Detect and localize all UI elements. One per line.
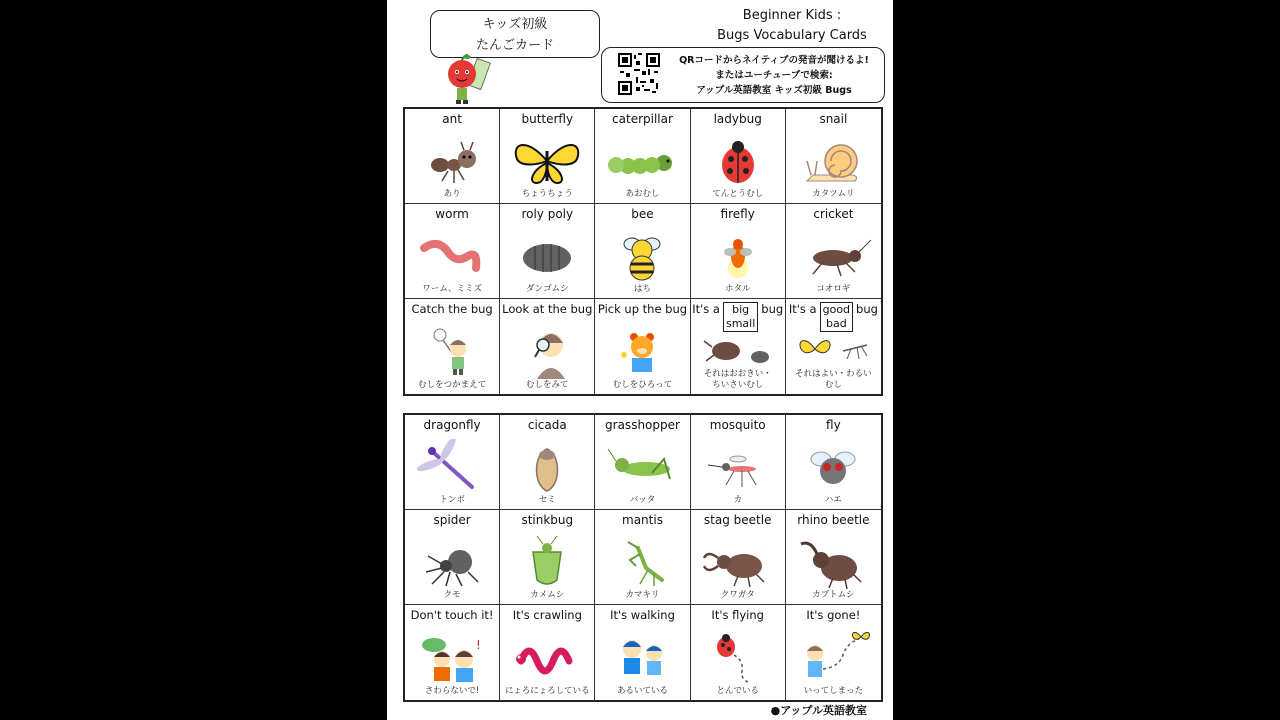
card-catch-the-bug[interactable] xyxy=(405,299,500,394)
caterpillar-icon xyxy=(602,133,682,189)
jp-line2: ちいさいむし xyxy=(712,380,764,390)
crawling-worm-icon xyxy=(507,629,587,685)
card-rhino-beetle[interactable] xyxy=(786,510,881,605)
jp-line2: むし xyxy=(824,380,842,390)
qr-info-box xyxy=(601,47,885,103)
card-word: butterfly xyxy=(521,112,574,126)
gone-butterfly-icon xyxy=(793,629,873,685)
card-phrase: Look at the bug xyxy=(502,302,593,316)
roly-poly-icon xyxy=(507,228,587,284)
card-ant[interactable] xyxy=(405,109,500,204)
card-word: rhino beetle xyxy=(797,513,870,527)
snail-icon xyxy=(793,133,873,189)
card-jp: カメムシ xyxy=(530,590,565,600)
card-jp: バッタ xyxy=(629,495,656,505)
card-word: cicada xyxy=(527,418,567,432)
ant-icon xyxy=(412,133,492,189)
card-jp xyxy=(691,369,785,391)
card-mosquito[interactable] xyxy=(691,415,786,510)
spider-icon xyxy=(412,534,492,590)
card-jp: あり xyxy=(443,189,461,199)
card-word: spider xyxy=(433,513,471,527)
card-word: roly poly xyxy=(521,207,574,221)
sentence-start: It's a xyxy=(788,302,817,316)
butterfly-icon xyxy=(507,133,587,189)
card-jp: クモ xyxy=(443,590,461,600)
qr-code-icon[interactable] xyxy=(618,53,660,95)
card-cricket[interactable] xyxy=(786,204,881,299)
card-jp: あるいている xyxy=(616,686,668,696)
card-dont-touch[interactable] xyxy=(405,605,500,700)
card-jp: セミ xyxy=(538,495,556,505)
kid-with-net-icon xyxy=(412,323,492,379)
choice-box xyxy=(723,302,758,332)
card-phrase: Catch the bug xyxy=(411,302,493,316)
choice-good: good xyxy=(822,303,851,316)
card-jp: にょろにょろしている xyxy=(504,686,590,696)
card-grasshopper[interactable] xyxy=(595,415,690,510)
qr-line3: アップル英語教室 キッズ初級 Bugs xyxy=(696,85,852,96)
card-snail[interactable] xyxy=(786,109,881,204)
vocab-grid-2 xyxy=(403,413,883,702)
card-look-at-the-bug[interactable] xyxy=(500,299,595,394)
vocabulary-sheet xyxy=(387,0,893,720)
card-jp: ワーム、ミミズ xyxy=(422,284,482,294)
dont-touch-icon xyxy=(412,629,492,685)
card-word: dragonfly xyxy=(423,418,481,432)
card-word: ladybug xyxy=(713,112,762,126)
card-its-crawling[interactable] xyxy=(500,605,595,700)
grasshopper-icon xyxy=(602,439,682,495)
sentence-end: bug xyxy=(761,302,784,316)
jp-title-line1: キッズ初級 xyxy=(482,17,548,32)
card-jp: むしをつかまえて xyxy=(418,380,487,390)
worm-icon xyxy=(412,228,492,284)
card-cicada[interactable] xyxy=(500,415,595,510)
card-jp: さわらないで! xyxy=(424,686,480,696)
jp-title-line2: たんごカード xyxy=(475,38,554,53)
fly-icon xyxy=(793,439,873,495)
card-stinkbug[interactable] xyxy=(500,510,595,605)
card-its-flying[interactable] xyxy=(691,605,786,700)
card-jp: ハエ xyxy=(824,495,842,505)
card-word: worm xyxy=(435,207,469,221)
jp-line1: それはよい・わるい xyxy=(795,369,872,379)
card-dragonfly[interactable] xyxy=(405,415,500,510)
card-jp: カブトムシ xyxy=(812,590,855,600)
good-bad-sentence xyxy=(786,302,881,332)
jp-line1: それはおおきい・ xyxy=(703,369,772,379)
card-word: bee xyxy=(631,207,654,221)
card-jp: むしをみて xyxy=(526,380,569,390)
card-big-small-bug[interactable] xyxy=(691,299,786,394)
card-jp: カタツムリ xyxy=(812,189,855,199)
card-mantis[interactable] xyxy=(595,510,690,605)
card-stag-beetle[interactable] xyxy=(691,510,786,605)
vocab-grid-1 xyxy=(403,107,883,396)
card-jp: あおむし xyxy=(625,189,660,199)
card-jp: クワガタ xyxy=(720,590,755,600)
big-small-sentence xyxy=(691,302,785,332)
choice-big: big xyxy=(732,303,750,316)
card-jp: はち xyxy=(633,284,651,294)
card-jp: ダンゴムシ xyxy=(525,284,569,294)
qr-line1: QRコードからネイティブの発音が聞けるよ! xyxy=(679,55,869,66)
card-word: stag beetle xyxy=(703,513,772,527)
card-ladybug[interactable] xyxy=(691,109,786,204)
card-jp: トンボ xyxy=(439,495,465,505)
card-phrase: It's gone! xyxy=(806,608,861,622)
card-phrase: Don't touch it! xyxy=(410,608,494,622)
card-jp: いってしまった xyxy=(803,686,864,696)
walking-kids-icon xyxy=(602,629,682,685)
butterfly-and-mosquito-icon xyxy=(793,335,873,365)
cicada-icon xyxy=(507,439,587,495)
card-phrase: It's walking xyxy=(610,608,675,622)
jp-title-box xyxy=(430,10,600,58)
sentence-end: bug xyxy=(856,302,878,316)
card-word: ant xyxy=(442,112,462,126)
card-word: snail xyxy=(819,112,848,126)
card-jp: ちょうちょう xyxy=(521,189,573,199)
card-word: mantis xyxy=(622,513,663,527)
card-firefly[interactable] xyxy=(691,204,786,299)
card-jp: ホタル xyxy=(724,284,751,294)
sentence-start: It's a xyxy=(692,302,720,316)
card-its-walking[interactable] xyxy=(595,605,690,700)
mosquito-icon xyxy=(698,439,778,495)
bee-icon xyxy=(602,228,682,284)
card-bee[interactable] xyxy=(595,204,690,299)
card-word: fly xyxy=(826,418,841,432)
card-good-bad-bug[interactable] xyxy=(786,299,881,394)
card-phrase: It's crawling xyxy=(512,608,582,622)
bear-picking-bug-icon xyxy=(602,323,682,379)
footer-brand: ●アップル英語教室 xyxy=(770,704,867,717)
card-jp: てんとうむし xyxy=(712,189,764,199)
card-word: caterpillar xyxy=(612,112,673,126)
choice-small: small xyxy=(725,317,756,330)
card-pick-up-the-bug[interactable] xyxy=(595,299,690,394)
card-roly-poly[interactable] xyxy=(500,204,595,299)
card-word: cricket xyxy=(813,207,854,221)
card-jp: カ xyxy=(733,495,742,505)
dragonfly-icon xyxy=(412,439,492,495)
card-phrase: Pick up the bug xyxy=(597,302,688,316)
qr-line2: またはユーチューブで検索: xyxy=(715,70,833,81)
rhino-beetle-icon xyxy=(793,534,873,590)
en-title-line2: Bugs Vocabulary Cards xyxy=(717,28,867,43)
svg-text:!: ! xyxy=(476,638,481,652)
firefly-icon xyxy=(698,228,778,284)
qr-instructions xyxy=(666,53,882,98)
ladybug-icon xyxy=(698,133,778,189)
english-title xyxy=(717,6,867,46)
card-jp: とんでいる xyxy=(716,686,759,696)
card-phrase: It's flying xyxy=(711,608,764,622)
cricket-icon xyxy=(793,228,873,284)
card-its-gone[interactable] xyxy=(786,605,881,700)
card-jp xyxy=(786,369,881,391)
card-worm[interactable] xyxy=(405,204,500,299)
card-spider[interactable] xyxy=(405,510,500,605)
kid-with-magnifier-icon xyxy=(507,323,587,379)
card-jp: むしをひろって xyxy=(612,380,673,390)
stinkbug-icon xyxy=(507,534,587,590)
choice-box xyxy=(820,302,853,332)
card-word: firefly xyxy=(720,207,755,221)
card-word: mosquito xyxy=(709,418,766,432)
mantis-icon xyxy=(602,534,682,590)
card-fly[interactable] xyxy=(786,415,881,510)
card-jp: カマキリ xyxy=(625,590,660,600)
apple-mascot-icon xyxy=(442,54,502,106)
stag-beetle-icon xyxy=(698,534,778,590)
card-word: grasshopper xyxy=(605,418,680,432)
flying-ladybug-icon xyxy=(698,629,778,685)
card-caterpillar[interactable] xyxy=(595,109,690,204)
choice-bad: bad xyxy=(825,317,847,330)
big-and-small-beetle-icon xyxy=(698,335,778,369)
en-title-line1: Beginner Kids : xyxy=(742,8,842,23)
card-word: stinkbug xyxy=(521,513,574,527)
card-jp: コオロギ xyxy=(816,284,851,294)
card-butterfly[interactable] xyxy=(500,109,595,204)
